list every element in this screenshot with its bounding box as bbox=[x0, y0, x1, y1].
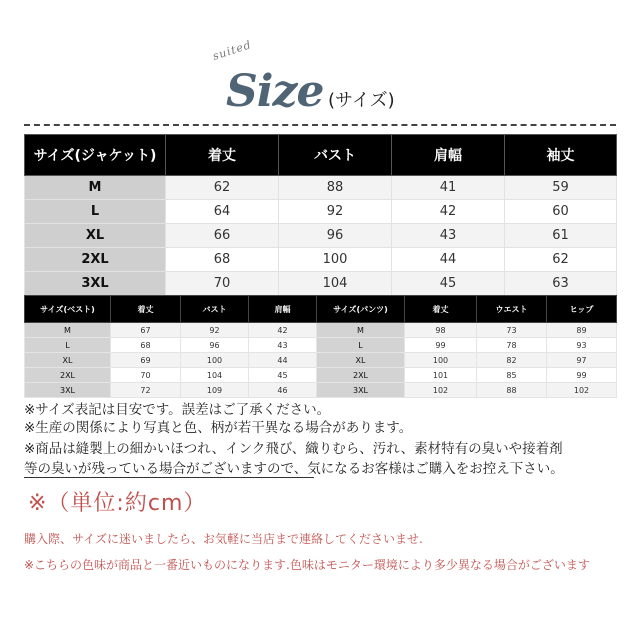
measurement-cell: 60 bbox=[505, 200, 617, 224]
measurement-cell: 88 bbox=[279, 176, 392, 200]
size-label-cell: M bbox=[317, 323, 405, 338]
measurement-cell: 43 bbox=[249, 338, 317, 353]
pants-header-row bbox=[317, 296, 617, 323]
measurement-cell: 69 bbox=[111, 353, 181, 368]
table-row bbox=[317, 323, 617, 338]
measurement-cell: 102 bbox=[547, 383, 617, 398]
size-label-cell: 3XL bbox=[25, 272, 166, 296]
size-label-cell: L bbox=[317, 338, 405, 353]
table-row bbox=[25, 248, 617, 272]
measurement-cell: 68 bbox=[166, 248, 279, 272]
table-row bbox=[25, 383, 317, 398]
measurement-cell: 70 bbox=[166, 272, 279, 296]
table-header: 着丈 bbox=[111, 296, 181, 323]
note-line-2: ※生産の関係により写真と色、柄が若干異なる場合があります。 bbox=[24, 420, 413, 436]
measurement-cell: 104 bbox=[279, 272, 392, 296]
vest-header-row bbox=[25, 296, 317, 323]
note-underline bbox=[24, 477, 314, 478]
table-header: 着丈 bbox=[166, 135, 279, 176]
note-line-4: 等の臭いが残っている場合がございますので、気になるお客様はご購入をお控え下さい。 bbox=[24, 461, 564, 477]
measurement-cell: 64 bbox=[166, 200, 279, 224]
measurement-cell: 61 bbox=[505, 224, 617, 248]
size-label-cell: XL bbox=[25, 353, 111, 368]
table-header: サイズ(パンツ) bbox=[317, 296, 405, 323]
measurement-cell: 45 bbox=[392, 272, 505, 296]
size-label-cell: L bbox=[25, 200, 166, 224]
measurement-cell: 70 bbox=[111, 368, 181, 383]
table-header: サイズ(ベスト) bbox=[25, 296, 111, 323]
measurement-cell: 41 bbox=[392, 176, 505, 200]
table-header: 着丈 bbox=[405, 296, 477, 323]
table-row bbox=[25, 200, 617, 224]
contact-note: 購入際、サイズに迷いましたら、お気軽に当店まで連絡してくださいませ. bbox=[24, 532, 423, 546]
measurement-cell: 97 bbox=[547, 353, 617, 368]
table-row bbox=[25, 176, 617, 200]
table-header: ウエスト bbox=[477, 296, 547, 323]
table-row bbox=[25, 272, 617, 296]
measurement-cell: 92 bbox=[279, 200, 392, 224]
table-row bbox=[25, 353, 317, 368]
measurement-cell: 109 bbox=[181, 383, 249, 398]
measurement-cell: 67 bbox=[111, 323, 181, 338]
measurement-cell: 62 bbox=[166, 176, 279, 200]
table-row bbox=[25, 368, 317, 383]
size-label-cell: 3XL bbox=[25, 383, 111, 398]
measurement-cell: 104 bbox=[181, 368, 249, 383]
table-row bbox=[25, 224, 617, 248]
measurement-cell: 100 bbox=[279, 248, 392, 272]
measurement-cell: 42 bbox=[392, 200, 505, 224]
measurement-cell: 99 bbox=[547, 368, 617, 383]
unit-label: ※（単位:約cm） bbox=[28, 491, 207, 516]
pants-size-table bbox=[316, 295, 617, 398]
measurement-cell: 42 bbox=[249, 323, 317, 338]
measurement-cell: 101 bbox=[405, 368, 477, 383]
measurement-cell: 99 bbox=[405, 338, 477, 353]
table-row bbox=[317, 353, 617, 368]
size-label-cell: 3XL bbox=[317, 383, 405, 398]
size-label-cell: 2XL bbox=[25, 368, 111, 383]
measurement-cell: 62 bbox=[505, 248, 617, 272]
dashed-divider bbox=[24, 124, 616, 126]
vest-size-table bbox=[24, 295, 317, 398]
jacket-header-row bbox=[25, 135, 617, 176]
table-header: サイズ(ジャケット) bbox=[25, 135, 166, 176]
measurement-cell: 89 bbox=[547, 323, 617, 338]
size-title: Size bbox=[226, 66, 324, 117]
table-header: バスト bbox=[279, 135, 392, 176]
measurement-cell: 92 bbox=[181, 323, 249, 338]
note-line-3: ※商品は縫製上の細かいほつれ、インク飛び、織りむら、汚れ、素材特有の臭いや接着剤 bbox=[24, 441, 563, 457]
measurement-cell: 44 bbox=[392, 248, 505, 272]
measurement-cell: 46 bbox=[249, 383, 317, 398]
table-header: 肩幅 bbox=[249, 296, 317, 323]
size-label-cell: L bbox=[25, 338, 111, 353]
table-header: 袖丈 bbox=[505, 135, 617, 176]
size-label-cell: M bbox=[25, 323, 111, 338]
measurement-cell: 66 bbox=[166, 224, 279, 248]
measurement-cell: 82 bbox=[477, 353, 547, 368]
measurement-cell: 96 bbox=[181, 338, 249, 353]
measurement-cell: 98 bbox=[405, 323, 477, 338]
measurement-cell: 100 bbox=[181, 353, 249, 368]
jacket-size-table bbox=[24, 134, 617, 296]
measurement-cell: 88 bbox=[477, 383, 547, 398]
measurement-cell: 73 bbox=[477, 323, 547, 338]
measurement-cell: 43 bbox=[392, 224, 505, 248]
table-row bbox=[317, 383, 617, 398]
color-note: ※こちらの色味が商品と一番近いものになります.色味はモニター環境により多少異なる場合がございます bbox=[24, 558, 590, 572]
measurement-cell: 85 bbox=[477, 368, 547, 383]
suited-script-text: suited bbox=[210, 38, 254, 63]
measurement-cell: 78 bbox=[477, 338, 547, 353]
table-header: バスト bbox=[181, 296, 249, 323]
measurement-cell: 100 bbox=[405, 353, 477, 368]
table-row bbox=[25, 323, 317, 338]
table-header: 肩幅 bbox=[392, 135, 505, 176]
size-label-cell: M bbox=[25, 176, 166, 200]
size-label-cell: 2XL bbox=[317, 368, 405, 383]
measurement-cell: 102 bbox=[405, 383, 477, 398]
table-row bbox=[317, 338, 617, 353]
size-label-cell: 2XL bbox=[25, 248, 166, 272]
table-header: ヒップ bbox=[547, 296, 617, 323]
size-label-cell: XL bbox=[25, 224, 166, 248]
table-row bbox=[317, 368, 617, 383]
note-line-1: ※サイズ表記は目安です。誤差はご了承ください。 bbox=[24, 402, 331, 418]
table-row bbox=[25, 338, 317, 353]
measurement-cell: 63 bbox=[505, 272, 617, 296]
measurement-cell: 96 bbox=[279, 224, 392, 248]
measurement-cell: 72 bbox=[111, 383, 181, 398]
measurement-cell: 44 bbox=[249, 353, 317, 368]
measurement-cell: 59 bbox=[505, 176, 617, 200]
size-label-cell: XL bbox=[317, 353, 405, 368]
measurement-cell: 68 bbox=[111, 338, 181, 353]
size-subtitle: (サイズ) bbox=[328, 90, 395, 111]
measurement-cell: 93 bbox=[547, 338, 617, 353]
measurement-cell: 45 bbox=[249, 368, 317, 383]
